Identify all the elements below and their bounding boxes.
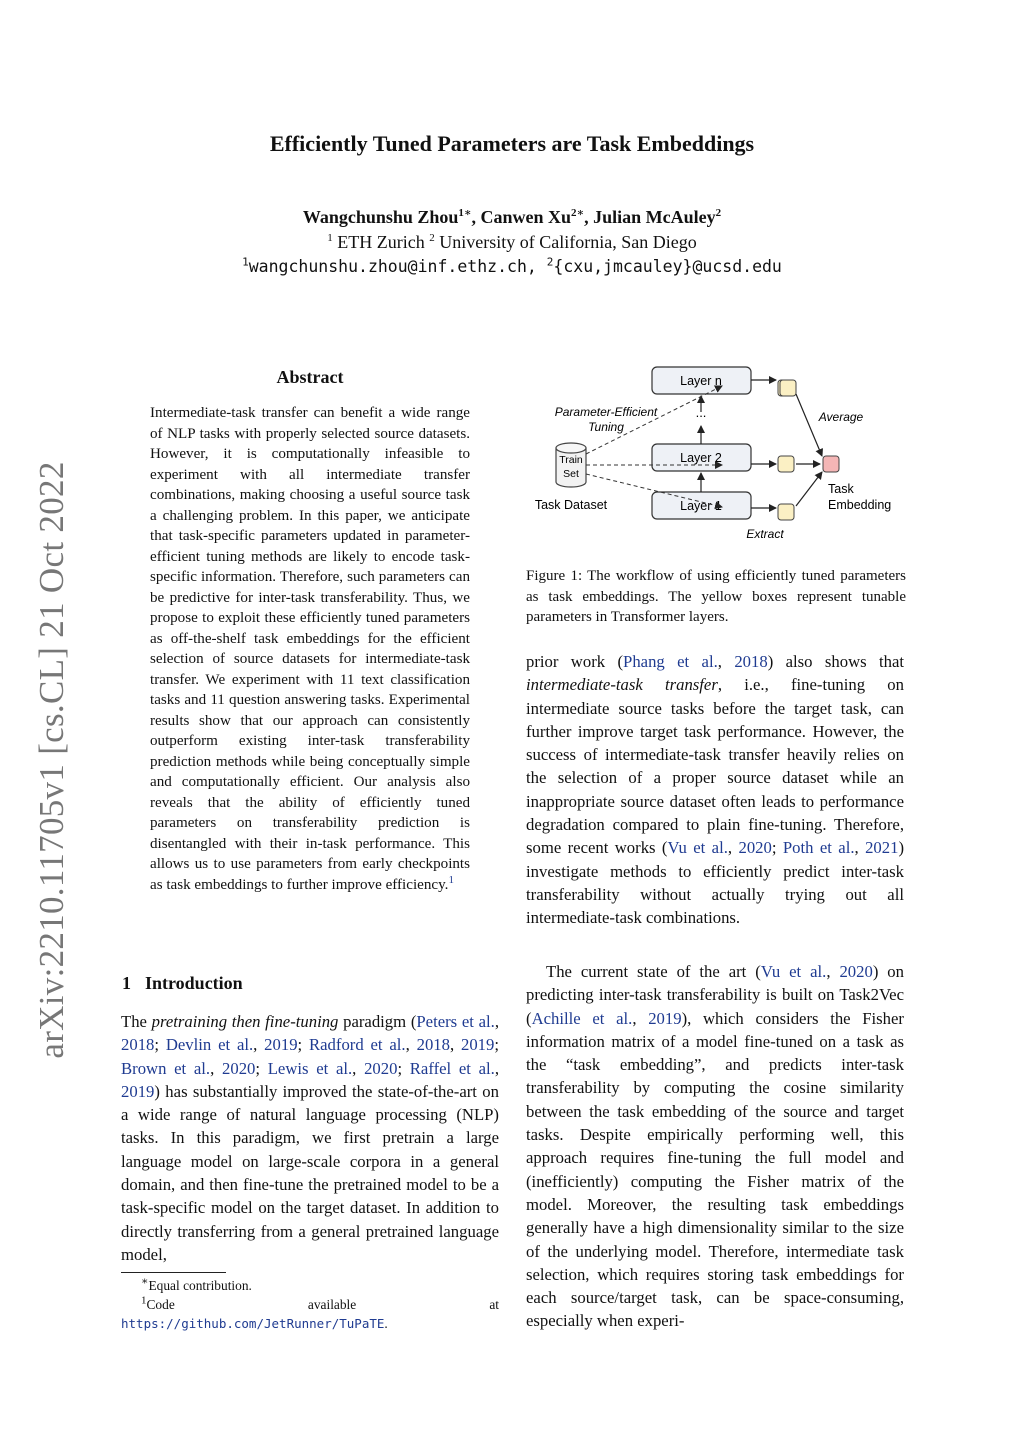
figure-1-caption: Figure 1: The workflow of using efficiently tuned parameters as task embeddings. The yellow boxes represent tunable parameters in Transformer layers.	[526, 568, 906, 626]
section-number: 1	[122, 973, 131, 993]
text-run: ,	[449, 1035, 461, 1055]
footnote-mark: 1	[141, 1294, 147, 1307]
footnote-text: Code available at	[146, 1297, 499, 1312]
text-run: ,	[494, 1012, 499, 1031]
author-mark: 2	[715, 207, 722, 219]
ellipsis-dots: ...	[695, 405, 707, 420]
citation-link[interactable]: 2020	[738, 838, 772, 858]
footnote-text: .	[384, 1316, 388, 1331]
citation-link[interactable]: Lewis et al.	[267, 1058, 353, 1078]
intro-paragraph-2	[526, 650, 904, 930]
extract-label: Extract	[746, 527, 784, 541]
citation-link[interactable]: Vu et al.	[667, 838, 728, 858]
email-mark: 1	[242, 255, 249, 269]
layer-1-label: Layer 1	[680, 499, 722, 513]
text-run: ) also shows that	[767, 652, 905, 671]
citation-link[interactable]: Devlin et al.	[165, 1035, 254, 1055]
citation-link[interactable]: 2019	[264, 1035, 298, 1055]
citation-link[interactable]: 2020	[364, 1058, 398, 1078]
citation-link[interactable]: 2018	[416, 1035, 450, 1055]
footnote-2	[121, 1295, 499, 1333]
citation-link[interactable]: 2020	[222, 1058, 256, 1078]
author-mark: 1∗	[458, 207, 472, 219]
text-run: ) has substantially improved the state-of-the-art on a wide range of natural language processing (NLP) tasks. In this paradigm, we first pretrain a large language model on large-scale corpora in a general domain, and then fine-tune the pretrained model to be a task-specific model on the target dataset. In addition to directly transferring from a general pretrained language model,	[121, 1081, 499, 1264]
citation-link[interactable]: Poth et al.	[782, 838, 855, 858]
text-run: ,	[854, 838, 866, 858]
text-run: , i.e., fine-tuning on intermediate source tasks before the target task, can further improve target task performance. However, the success of intermediate-task transfer heavily relies on the selection of a proper source dataset while an inappropriate source dataset often leads to performance degradation compared to plain fine-tuning. Therefore, some recent works (	[526, 675, 904, 858]
citation-link[interactable]: 2018	[121, 1035, 155, 1055]
abstract-text: Intermediate-task transfer can benefit a wide range of NLP tasks with properly selected source datasets. However, it is computationally infeasible to experiment with all intermediate transfer combinations, making choosing a useful source task a challenging problem. In this paper, we anticipate that task-specific parameters updated in parameter-efficient tuning methods are likely to encode task-specific information. Therefore, such parameters can be predictive for inter-task transferability. Thus, we propose to exploit these efficiently tuned parameters as off-the-shelf task embeddings for the efficient selection of source datasets for intermediate-task transfer. We experiment with 11 text classification tasks and 11 question answering tasks. Experimental results show that our approach can consistently outperform existing inter-task transferability prediction methods while being conceptually simple and computationally efficient. Our analysis also reveals that the ability of efficiently tuned parameters on transferability prediction is disentangled with their in-task performance. This allows us to use parameters from early checkpoints as task embeddings to further improve efficiency.	[150, 405, 470, 893]
email-mark: 2	[546, 255, 554, 269]
code-link[interactable]: https://github.com/JetRunner/TuPaTE	[121, 1316, 385, 1331]
average-arrow	[796, 394, 822, 456]
text-run: ) on predicting inter-task transferability is built on Task2Vec (	[526, 962, 904, 1028]
author-name: Julian McAuley	[593, 207, 716, 227]
text-run: prior work (	[526, 652, 624, 671]
figure-1-diagram	[526, 360, 906, 550]
footnote-text: Equal contribution.	[148, 1278, 252, 1293]
citation-link[interactable]: 2019	[460, 1035, 495, 1055]
tunable-parameter-box	[778, 504, 794, 520]
average-label: Average	[818, 410, 864, 424]
layer-n-label: Layer n	[680, 374, 722, 388]
author-list: Wangchunshu Zhou$^{1∗}$, Canwen $Xu^{2∗}$, Julian McAuley$^2$	[302, 207, 722, 227]
text-run: ,	[494, 1058, 500, 1078]
text-run: ,	[632, 1008, 649, 1028]
author-name: Wangchunshu Zhou	[302, 207, 459, 227]
author-emails	[0, 257, 1024, 276]
affiliations	[0, 232, 1024, 253]
citation-link[interactable]: Raffel et al.	[409, 1058, 495, 1078]
citation-link[interactable]: 2018	[734, 652, 768, 671]
intro-paragraph-3	[526, 960, 904, 1333]
text-run: ;	[494, 1035, 499, 1055]
citation-link[interactable]: 2020	[839, 962, 873, 981]
average-arrow	[796, 472, 822, 506]
arxiv-sidebar	[24, 440, 80, 1080]
task-embedding-label: Task	[828, 482, 854, 496]
text-run: ,	[826, 962, 840, 981]
text-run: ;	[255, 1058, 268, 1078]
text-run: ), which considers the Fisher information matrix of a model fine-tuned on a task as the “task embedding”, and predicts inter-task transferability by computing the cosine similarity between the task embedding of the source and target tasks. Despite empirically performing well, this approach requires fine-tuning the full model and (inefficiently) computing the Fisher matrix of the model. Moreover, the resulting task embeddings generally have a high dimensionality similar to the size of the underlying model. Therefore, intermediate task selection, which requires storing task embeddings for each source/target task, can be space-consuming, especially when experi-	[526, 1008, 904, 1331]
text-run: ,	[405, 1035, 417, 1055]
citation-link[interactable]: Brown et al.	[121, 1058, 211, 1078]
text-run: ;	[397, 1058, 410, 1078]
text-run: ;	[771, 838, 783, 858]
text-run: ,	[253, 1035, 265, 1055]
footnote-divider	[121, 1272, 226, 1273]
section-title: Introduction	[145, 973, 243, 993]
affiliation-mark: 2	[429, 232, 435, 244]
text-run: ,	[717, 652, 735, 671]
intro-paragraph-3-wrap	[526, 960, 904, 1333]
footnote-ref: 1	[448, 873, 454, 886]
italic-term: intermediate-task transfer	[526, 675, 718, 695]
text-run: ;	[154, 1035, 166, 1055]
author-name: Canwen Xu	[480, 207, 572, 227]
citation-link[interactable]: 2019	[648, 1008, 682, 1028]
train-set-label: Set	[563, 468, 579, 480]
email-address: {cxu,jmcauley}@ucsd.edu	[553, 257, 782, 276]
affiliation-name: University of California, San Diego	[439, 232, 697, 252]
paper-title: Efficiently Tuned Parameters are Task Embeddings	[269, 131, 755, 156]
citation-link[interactable]: Radford et al.	[309, 1035, 406, 1055]
intro-paragraph-1	[121, 1010, 499, 1266]
arxiv-id: arXiv:2210.11705v1 [cs.CL] 21 Oct 2022	[32, 461, 71, 1059]
task-dataset-label: Task Dataset	[534, 498, 608, 512]
citation-link[interactable]: Achille et al.	[531, 1008, 633, 1028]
footnote-1	[121, 1276, 499, 1295]
affiliation-mark: 1	[327, 232, 333, 244]
pet-label: Tuning	[588, 420, 624, 434]
affiliation-name: ETH Zurich	[337, 232, 425, 252]
task-embedding-box	[823, 456, 839, 472]
italic-term: pretraining then fine-tuning	[151, 1012, 339, 1031]
text-run: ) investigate methods to efficiently predict inter-task transferability without actually trying out all intermediate-task combinations.	[526, 838, 905, 928]
abstract-body	[150, 403, 470, 895]
footnotes	[121, 1276, 499, 1333]
tunable-parameter-box	[778, 456, 794, 472]
task-embedding-label: Embedding	[828, 498, 892, 512]
citation-link[interactable]: Vu et al.	[760, 962, 827, 981]
citation-link[interactable]: Phang et al.	[623, 652, 718, 671]
text-run: The current state of the art (	[546, 962, 761, 981]
email-address: wangchunshu.zhou@inf.ethz.ch,	[248, 257, 537, 276]
citation-link[interactable]: 2019	[121, 1081, 155, 1101]
text-run: ;	[297, 1035, 310, 1055]
section-heading	[122, 973, 243, 994]
extracted-parameter-box	[780, 380, 796, 396]
text-run: ,	[352, 1058, 365, 1078]
train-set-label: Train	[559, 454, 583, 466]
layer-2-label: Layer 2	[680, 451, 722, 465]
abstract-heading: Abstract	[276, 367, 344, 387]
pet-label: Parameter-Efficient	[554, 405, 658, 419]
citation-link[interactable]: Peters et al.	[416, 1012, 495, 1031]
author-mark: 2∗	[571, 207, 585, 219]
text-run: The	[121, 1012, 152, 1031]
footnote-mark: ∗	[141, 1275, 149, 1288]
citation-link[interactable]: 2021	[865, 838, 899, 858]
text-run: ,	[727, 838, 739, 858]
text-run: paradigm (	[338, 1012, 417, 1031]
text-run: ,	[210, 1058, 222, 1078]
